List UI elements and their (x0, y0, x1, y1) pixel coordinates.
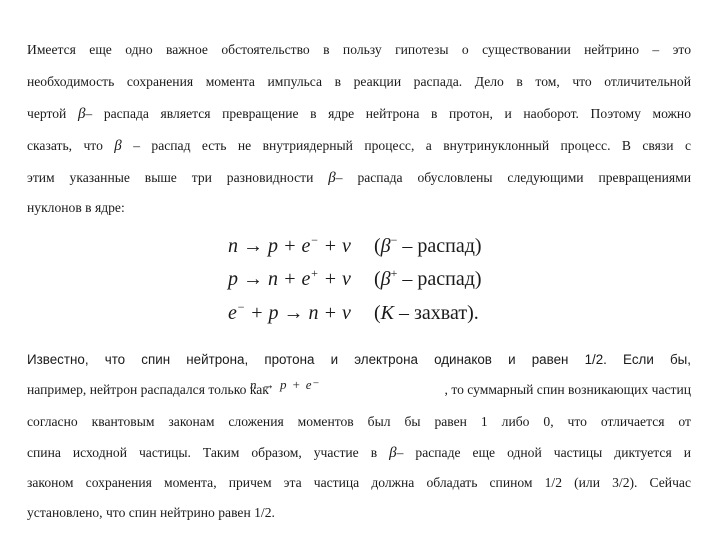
equation-rhs: (β+ – распад) (374, 266, 482, 290)
beta-symbol: β (77, 106, 86, 122)
p2-line-4 (27, 443, 691, 463)
equation-beta-minus (228, 233, 528, 263)
p2-line-6: установлено, что спин нейтрино равен 1/2. (27, 505, 275, 520)
p1-line-4 (27, 136, 691, 156)
p1-line-4-a: сказать, что (27, 138, 103, 153)
p2-line-5: законом сохранения момента, причем эта частица должна обладать спином 1/2 (или 3/2). Сейчас (27, 475, 691, 490)
p2-line-2a: например, нейтрон распадался только как (27, 382, 269, 397)
beta-symbol: β (389, 445, 397, 461)
p1-line-2: необходимость сохранения момента импульса в реакции распада. Дело в том, что отличительной (27, 74, 691, 89)
p1-line-3 (27, 104, 691, 124)
p2-line-1: Известно, что спин нейтрона, протона и электрона одинаков и равен 1/2. Если бы, (27, 352, 691, 367)
equation-beta-plus (228, 266, 528, 296)
p2-line-4-a: спина исходной частицы. Таким образом, участие в (27, 445, 378, 460)
beta-symbol: β (328, 170, 336, 186)
p1-line-5-b: – распада обусловлены следующими превращениями (335, 170, 692, 185)
p1-line-5 (27, 168, 691, 188)
p1-line-4-b: – распад есть не внутриядерный процесс, а внутринуклонный процесс. В связи с (133, 138, 691, 153)
p2-line-3: согласно квантовым законам сложения моментов был бы равен 1 либо 0, что отличается от (27, 414, 691, 429)
beta-symbol: β (114, 138, 122, 154)
p1-line-5-a: этим указанные выше три разновидности (27, 170, 314, 185)
p1-line-6: нуклонов в ядре: (27, 200, 125, 215)
p1-line-1: Имеется еще одно важное обстоятельство в пользу гипотезы о существовании нейтрино – это (27, 42, 691, 57)
p1-line-3-a: чертой (27, 106, 67, 121)
p2-line-2b: , то суммарный спин возникающих частиц (444, 382, 691, 397)
equation-lhs: e− + p → n + ν (228, 300, 351, 324)
inline-equation: n → p + e⁻ (250, 377, 321, 392)
equation-rhs: (β− – распад) (374, 233, 482, 257)
equation-rhs: (K – захват). (374, 302, 479, 324)
p2-line-4-b: – распаде еще одной частицы диктуется и (396, 445, 691, 460)
equation-lhs: n → p + e− + ν (228, 233, 351, 257)
equation-k-capture (228, 300, 528, 330)
p1-line-3-b: – распада является превращение в ядре нейтрона в протон, и наоборот. Поэтому можно (85, 106, 691, 121)
equation-lhs: p → n + e+ + ν (228, 266, 351, 290)
